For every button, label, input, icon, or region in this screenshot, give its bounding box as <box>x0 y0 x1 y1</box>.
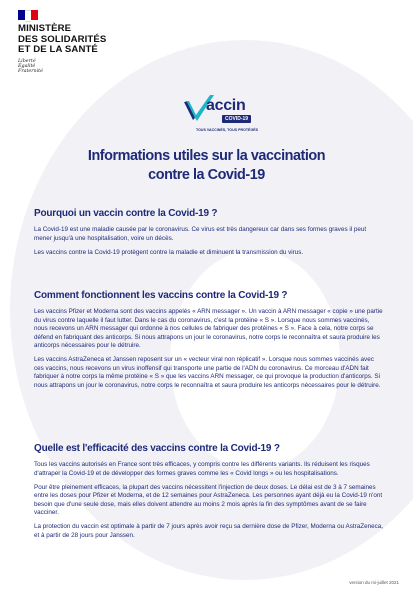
motto-line: Fraternité <box>18 69 43 75</box>
page-title <box>40 147 373 184</box>
french-flag-icon <box>18 10 38 20</box>
section-efficacy <box>34 442 384 540</box>
section-paragraph: Les vaccins AstraZeneca et Janssen reposent sur un « vecteur viral non réplicatif ». Lorsque nous sommes vaccinés avec ces vaccins, nous recevons un virus inoffensif qui transporte une partie de l'ADN du coronavirus. Ce morceau d'ADN fait fabriquer à notre corps la même protéine « S » que les vaccins ARN messager, ce qui provoque la production d'anticorps. Si nous attrapons un jour le coronavirus, notre corps le reconnaîtra et saura produire les anticorps nécessaires pour le détruire. <box>34 356 381 389</box>
version-label: version du mi-juillet 2021 <box>349 580 399 585</box>
motto-line: Égalité <box>18 63 36 69</box>
republic-motto <box>18 59 106 75</box>
section-paragraph: Pour être pleinement efficaces, la plupart des vaccins nécessitent l'injection de deux doses. Le délai est de 3 à 7 semaines entre les doses pour Pfizer et Moderna, et de 12 semaines pour AstraZeneca. Les personnes ayant déjà eu la Covid-19 n'ont besoin que d'une seule dose, mais elles doivent attendre au moins 2 mois après la fin des symptômes avant de se faire vacciner. <box>34 483 383 517</box>
logo-word: accin <box>206 97 246 114</box>
flag-red <box>31 10 38 20</box>
ministry-logo <box>18 10 106 74</box>
ministry-name <box>18 24 106 56</box>
flag-white <box>25 10 32 22</box>
section-heading: Comment fonctionnent les vaccins contre la Covid-19 ? <box>34 290 288 301</box>
flag-blue <box>18 10 25 20</box>
ministry-line: MINISTÈRE <box>18 23 72 34</box>
section-paragraph: Les vaccins Pfizer et Moderna sont des vaccins appelés « ARN messager ». Un vaccin à ARN messager « copie » une partie du virus contre laquelle il faut lutter. Dans le cas du coronavirus, c'est la protéine « S ». Lorsque nous sommes vaccinés, nous recevons un ARN messager qui ordonne à nos cellules de fabriquer des protéines « S ». Face à cela, notre corps se défend en fabriquant des anticorps. Si nous attrapons un jour le coronavirus, notre corps le reconnaîtra et saura produire les anticorps nécessaires pour le détruire. <box>34 308 383 350</box>
vaccin-covid-logo <box>182 93 264 137</box>
section-paragraph: La Covid-19 est une maladie causée par le coronavirus. Ce virus est très dangereux car dans ses formes graves il peut mener jusqu'à une hospitalisation, voire un décès. <box>34 226 367 242</box>
motto-line: Liberté <box>18 58 36 64</box>
section-paragraph: Tous les vaccins autorisés en France sont très efficaces, y compris contre les différents variants. Ils réduisent les risques d'attraper la Covid-19 et de développer des formes graves comme les « Covid longs » ou les hospitalisations. <box>34 461 370 477</box>
section-how <box>34 289 384 390</box>
section-why <box>34 207 384 257</box>
section-heading: Quelle est l'efficacité des vaccins contre la Covid-19 ? <box>34 443 280 454</box>
logo-tagline: TOUS VACCINÉS, TOUS PROTÉGÉS <box>195 128 259 132</box>
ministry-line: DES SOLIDARITÉS <box>18 33 107 45</box>
ministry-line: ET DE LA SANTÉ <box>18 44 98 56</box>
section-paragraph: Les vaccins contre la Covid-19 protègent contre la maladie et diminuent la transmission du virus. <box>34 248 304 256</box>
title-line: contre la Covid-19 <box>148 166 265 183</box>
section-paragraph: La protection du vaccin est optimale à partir de 7 jours après avoir reçu sa dernière dose de Pfizer, Moderna ou AstraZeneca, et à partir de 28 jours pour Janssen. <box>34 523 383 539</box>
title-line: Informations utiles sur la vaccination <box>87 148 326 164</box>
section-heading: Pourquoi un vaccin contre la Covid-19 ? <box>34 208 218 219</box>
logo-badge: COVID-19 <box>222 115 251 123</box>
